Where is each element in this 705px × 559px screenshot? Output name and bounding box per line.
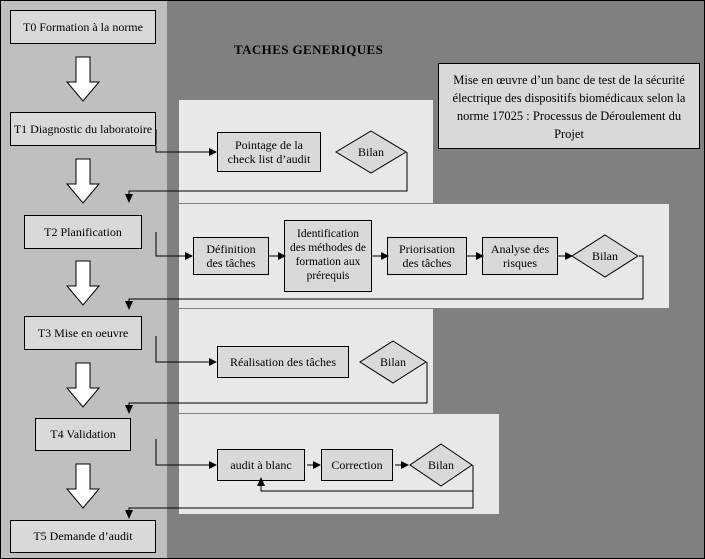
step-correction[interactable]: Correction bbox=[321, 449, 393, 481]
task-t5[interactable]: T5 Demande d’audit bbox=[10, 520, 156, 553]
step-definition-taches[interactable]: Définition des tâches bbox=[193, 237, 269, 275]
arrow-t3-t4 bbox=[65, 363, 101, 414]
task-t0[interactable]: T0 Formation à la norme bbox=[10, 10, 156, 44]
step-analyse-risques[interactable]: Analyse des risques bbox=[482, 237, 558, 275]
diagram-title: TACHES GENERIQUES bbox=[234, 42, 384, 57]
legend-box: Mise en œuvre d’un banc de test de la sécurité électrique des dispositifs biomédicaux selon la norme 17025 : Processus de Déroulement du Projet bbox=[438, 63, 700, 149]
connector-row-t3 bbox=[151, 333, 441, 420]
task-t1[interactable]: T1 Diagnostic du laboratoire bbox=[10, 112, 156, 146]
decision-bilan-t1-label: Bilan bbox=[358, 144, 384, 159]
decision-bilan-t3-label: Bilan bbox=[380, 354, 406, 369]
arrow-t1-t2 bbox=[65, 159, 101, 210]
step-audit-a-blanc[interactable]: audit à blanc bbox=[217, 449, 305, 481]
connector-row-t2 bbox=[151, 229, 671, 316]
arrow-t0-t1 bbox=[65, 57, 101, 108]
arrow-t4-t5 bbox=[65, 464, 101, 515]
decision-bilan-t4-label: Bilan bbox=[428, 457, 454, 472]
step-identification-methodes[interactable]: Identification des méthodes de formation aux prérequis bbox=[284, 220, 372, 292]
task-t2[interactable]: T2 Planification bbox=[24, 215, 142, 249]
connector-row-t1 bbox=[151, 126, 431, 211]
connector-row-t4 bbox=[151, 436, 491, 523]
step-priorisation-taches[interactable]: Priorisation des tâches bbox=[387, 237, 467, 275]
step-realisation-taches[interactable]: Réalisation des tâches bbox=[217, 346, 349, 378]
step-pointage-check-list[interactable]: Pointage de la check list d’audit bbox=[217, 132, 321, 172]
task-t4[interactable]: T4 Validation bbox=[35, 418, 131, 451]
arrow-t2-t3 bbox=[65, 261, 101, 312]
task-t3[interactable]: T3 Mise en oeuvre bbox=[24, 316, 142, 350]
decision-bilan-t2-label: Bilan bbox=[592, 248, 618, 263]
